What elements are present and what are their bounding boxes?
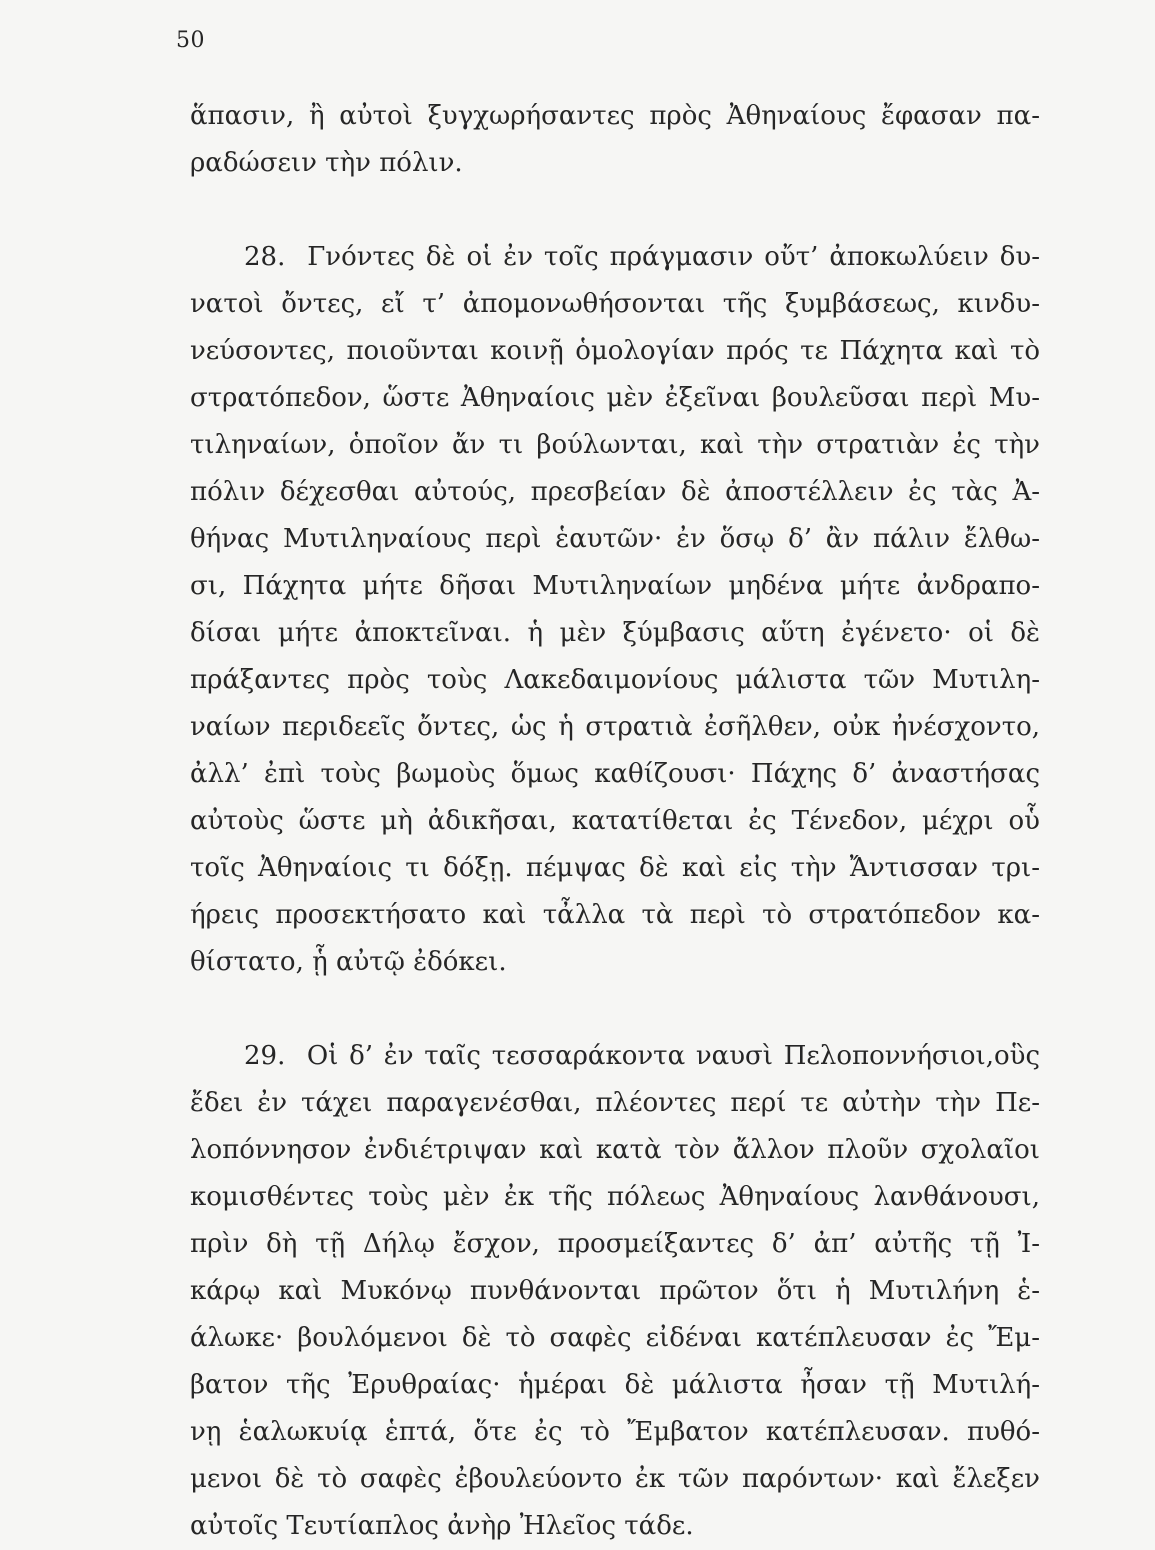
text-line: δίσαι μήτε ἀποκτεῖναι. ἡ μὲν ξύμβασις αὕτη ἐγένετο· οἱ δὲ <box>190 618 1040 648</box>
text-line: πόλιν δέχεσθαι αὐτούς, πρεσβείαν δὲ ἀποστέλλειν ἐς τὰς Ἀ- <box>190 477 1040 507</box>
section-29-first-line: 29. Οἱ δ’ ἐν ταῖς τεσσαράκοντα ναυσὶ Πελοποννήσιοι,οὓς <box>244 1041 1040 1071</box>
text-line: τοῖς Ἀθηναίοις τι δόξῃ. πέμψας δὲ καὶ εἰς τὴν Ἄντισσαν τρι- <box>190 853 1040 883</box>
text-line: νῃ ἑαλωκυίᾳ ἑπτά, ὅτε ἐς τὸ Ἔμβατον κατέπλευσαν. πυθό- <box>190 1417 1040 1447</box>
text-line: μενοι δὲ τὸ σαφὲς ἐβουλεύοντο ἐκ τῶν παρόντων· καὶ ἔλεξεν <box>190 1464 1040 1494</box>
text-line: κομισθέντες τοὺς μὲν ἐκ τῆς πόλεως Ἀθηναίους λανθάνουσι, <box>190 1182 1040 1212</box>
text-line: νατοὶ ὄντες, εἴ τ’ ἀπομονωθήσονται τῆς ξυμβάσεως, κινδυ- <box>190 289 1040 319</box>
text-line: αὐτοὺς ὥστε μὴ ἀδικῆσαι, κατατίθεται ἐς Τένεδον, μέχρι οὗ <box>190 806 1040 836</box>
text-line: στρατόπεδον, ὥστε Ἀθηναίοις μὲν ἐξεῖναι βουλεῦσαι περὶ Μυ- <box>190 383 1040 413</box>
text-line: ἅπασιν, ἢ αὐτοὶ ξυγχωρήσαντες πρὸς Ἀθηναίους ἔφασαν πα- <box>190 101 1040 131</box>
section-28-first-line: 28. Γνόντες δὲ οἱ ἐν τοῖς πράγμασιν οὔτ’ ἀποκωλύειν δυ- <box>244 242 1040 272</box>
text-line: ἔδει ἐν τάχει παραγενέσθαι, πλέοντες περί τε αὐτὴν τὴν Πε- <box>190 1088 1040 1118</box>
text-line: πράξαντες πρὸς τοὺς Λακεδαιμονίους μάλιστα τῶν Μυτιλη- <box>190 665 1040 695</box>
text-line: σι, Πάχητα μήτε δῆσαι Μυτιληναίων μηδένα μήτε ἀνδραπο- <box>190 571 1040 601</box>
text-line: νεύσοντες, ποιοῦνται κοινῇ ὁμολογίαν πρός τε Πάχητα καὶ τὸ <box>190 336 1040 366</box>
text-line: ἀλλ’ ἐπὶ τοὺς βωμοὺς ὅμως καθίζουσι· Πάχης δ’ ἀναστήσας <box>190 759 1040 789</box>
section-gap <box>190 986 1040 1033</box>
text-line: τιληναίων, ὁποῖον ἄν τι βούλωνται, καὶ τὴν στρατιὰν ἐς τὴν <box>190 430 1040 460</box>
greek-text-body <box>190 93 1040 1550</box>
text-line: θήνας Μυτιληναίους περὶ ἑαυτῶν· ἐν ὅσῳ δ’ ἂν πάλιν ἔλθω- <box>190 524 1040 554</box>
text-line: θίστατο, ᾗ αὐτῷ ἐδόκει. <box>190 947 507 977</box>
section-gap <box>190 187 1040 234</box>
text-line: άλωκε· βουλόμενοι δὲ τὸ σαφὲς εἰδέναι κατέπλευσαν ἐς Ἔμ- <box>190 1323 1040 1353</box>
page-number: 50 <box>176 28 205 53</box>
text-line: κάρῳ καὶ Μυκόνῳ πυνθάνονται πρῶτον ὅτι ἡ Μυτιλήνη ἑ- <box>190 1276 1040 1306</box>
text-line: ναίων περιδεεῖς ὄντες, ὡς ἡ στρατιὰ ἐσῆλθεν, οὐκ ἠνέσχοντο, <box>190 712 1040 742</box>
section-number: 28. <box>244 242 286 272</box>
text-line: ήρεις προσεκτήσατο καὶ τἆλλα τὰ περὶ τὸ στρατόπεδον κα- <box>190 900 1040 930</box>
text-line: βατον τῆς Ἐρυθραίας· ἡμέραι δὲ μάλιστα ἦσαν τῇ Μυτιλή- <box>190 1370 1040 1400</box>
text-line: ραδώσειν τὴν πόλιν. <box>190 148 463 178</box>
text-line: πρὶν δὴ τῇ Δήλῳ ἔσχον, προσμείξαντες δ’ ἀπ’ αὐτῆς τῇ Ἰ- <box>190 1229 1040 1259</box>
text-line: αὐτοῖς Τευτίαπλος ἀνὴρ Ἠλεῖος τάδε. <box>190 1511 694 1541</box>
section-number: 29. <box>244 1041 286 1071</box>
text-line: λοπόννησον ἐνδιέτριψαν καὶ κατὰ τὸν ἄλλον πλοῦν σχολαῖοι <box>190 1135 1040 1165</box>
